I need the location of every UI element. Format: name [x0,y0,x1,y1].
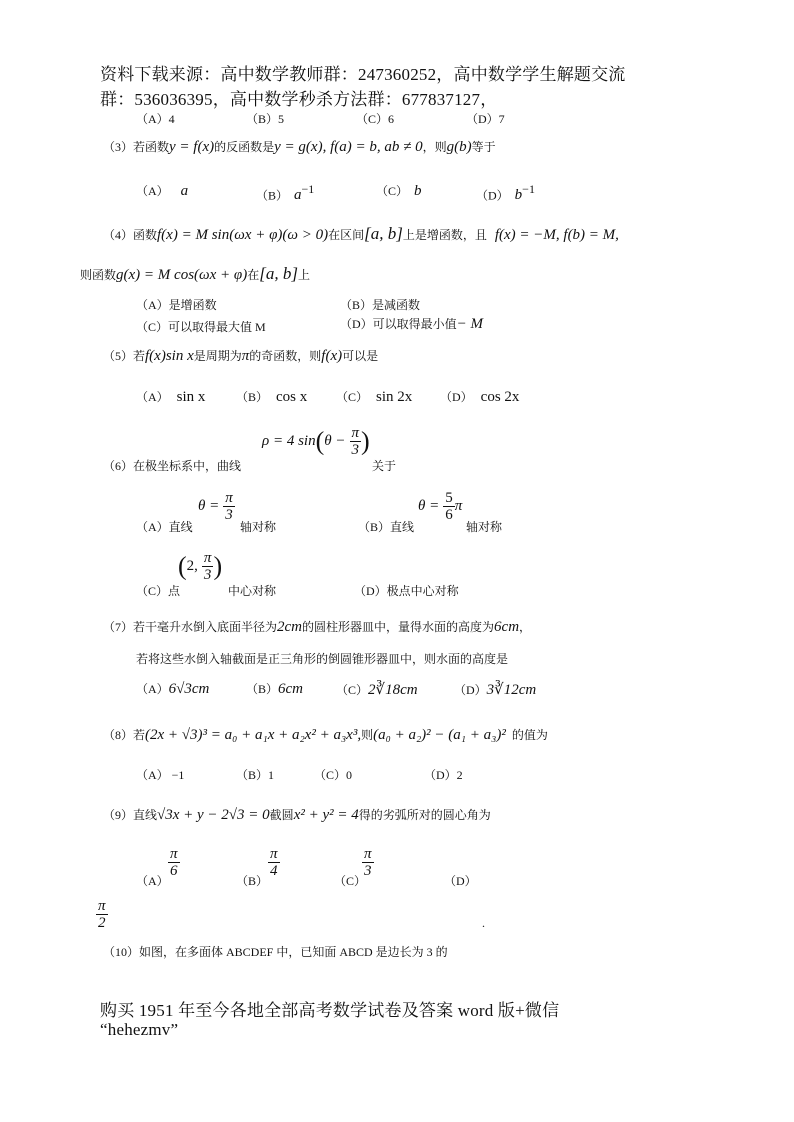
q6-option-b-five: 5 [445,490,453,506]
q2-option-c: （C）6 [356,112,395,126]
q6-option-c-center: 中心对称 [228,584,277,598]
q7-option-a-label: （A） [136,682,169,696]
q6-number: （6）在极坐标系中，曲线 [103,459,242,473]
q6-option-c-label: （C）点 [136,584,181,598]
q3-stem [103,138,496,156]
q6-option-a-axis: 轴对称 [240,520,277,534]
q9-option-c-den: 3 [364,863,372,879]
q9-option-b-pi: π [270,846,278,862]
header-line-1: 资料下载来源：高中数学教师群：247360252，高中数学学生解题交流 [100,65,626,84]
q8-text-1: 则 [361,728,374,742]
q3-option-a-label: （A） [136,184,169,198]
q4-option-d-text: （D）可以取得最小值 [340,317,457,331]
q9-option-c-label: （C） [334,874,367,888]
q5-option-c-label: （C） [336,390,369,404]
q5-stem [103,347,378,365]
q7-text-2: ， [519,620,532,634]
q6-option-a-lhs: θ = [198,498,220,515]
q8-option-a: （A） −1 [136,768,185,782]
q5-option-b-label: （B） [236,390,269,404]
q3-option-a-value: a [180,183,189,199]
q6-option-c-pi: π [203,550,212,566]
q9-option-a-den: 6 [170,863,178,879]
q6-option-b-pi: π [454,498,463,515]
q7-stem-line-1 [103,618,531,636]
q6-option-a-pi: π [225,490,233,506]
q9-option-d-den: 2 [98,915,106,931]
q4-stem-line-2 [80,264,310,284]
q9-option-a-frac [168,846,180,879]
q7-expr-1: 2cm [277,619,303,635]
q4-option-d [340,315,483,333]
q3-option-b-value: a [294,187,302,204]
q6-option-b-lhs: θ = [418,498,440,515]
q5-option-a-label: （A） [136,390,169,404]
q9-option-a-pi: π [170,846,178,862]
q9-expr-2: x² + y² = 4 [293,807,359,823]
q7-option-d-value: 3∛12cm [486,682,537,698]
q3-number: （3）若函数 [103,140,170,154]
q3-expr-1: y = f(x) [169,139,215,155]
q5-option-d-value: cos 2x [480,389,520,405]
q9-stem [103,806,491,824]
q7-option-b-label: （B） [246,682,279,696]
q7-option-c-value: 2∛18cm [368,682,418,698]
q2-option-a: （A）4 [136,112,175,126]
q3-option-d-value: b [514,187,523,204]
q2-option-d: （D）7 [466,112,505,126]
q9-option-d-pi: π [98,898,106,914]
q7-option-b-value: 6cm [278,681,304,697]
q4-text-4: 在 [247,268,260,282]
q8-text-2: 的值为 [511,728,548,742]
q2-option-b: （B）5 [246,112,285,126]
q3-text-3: 等于 [471,140,496,154]
q5-expr-3: f(x) [321,348,343,364]
q4-expr-1: f(x) = M sin(ωx + φ)(ω > 0) [157,227,329,243]
q3-text-2: ，则 [422,140,447,154]
q9-option-d-frac [96,898,108,931]
q4-expr-2: [a, b] [364,224,403,243]
q4-option-c: （C）可以取得最大值 M [136,320,266,334]
q5-option-a-value: sin x [176,389,206,405]
q3-option-c-label: （C） [376,184,409,198]
q9-number: （9）直线 [103,808,158,822]
q8-expr-1: (2x + √3)³ = a₀ + a₁x + a₂x² + a₃x³, [145,727,362,743]
q7-stem-line-2: 若将这些水倒入轴截面是正三角形的倒圆锥形器皿中，则水面的高度是 [136,652,509,666]
q8-option-d: （D）2 [424,768,463,782]
q4-text-5: 上 [297,268,310,282]
q4-option-b: （B）是减函数 [340,298,421,312]
q6-eq-three: 3 [351,442,359,458]
q6-option-c-three: 3 [203,567,212,583]
q9-option-d-label: （D） [444,874,477,888]
q9-text-2: 得的劣弧所对的圆心角为 [358,808,491,822]
q3-text-1: 的反函数是 [214,140,275,154]
q8-number: （8）若 [103,728,146,742]
q9-option-b-den: 4 [270,863,278,879]
q7-expr-2: 6cm [494,619,520,635]
q9-text-1: 截圆 [269,808,294,822]
q7-number: （7）若干毫升水倒入底面半径为 [103,620,278,634]
q5-option-b-value: cos x [276,389,308,405]
q5-expr-1: f(x)sin x [145,348,194,364]
q7-option-d-label: （D） [454,683,487,697]
q6-option-a-math [198,490,235,523]
q4-expr-5: [a, b] [259,264,298,283]
q7-text-1: 的圆柱形器皿中，量得水面的高度为 [302,620,495,634]
q4-number: （4）函数 [103,228,158,242]
q9-option-c-pi: π [364,846,372,862]
q6-option-b-axis: 轴对称 [466,520,503,534]
q6-option-a-label: （A）直线 [136,520,193,534]
q6-option-c-two: 2, [186,558,198,575]
q6-eq-pi: π [351,425,360,441]
q6-eq-theta: θ − [324,433,346,450]
q4-text-1: 在区间 [328,228,365,242]
q8-expr-2: (a₀ + a₂)² − (a₁ + a₃)² [373,727,506,743]
q5-text-2: 的奇函数，则 [249,349,322,363]
q8-option-c: （C）0 [314,768,353,782]
q3-expr-2: y = g(x), f(a) = b, ab ≠ 0 [274,139,423,155]
q9-option-a-label: （A） [136,874,169,888]
q9-dot: . [482,916,485,930]
q6-option-b-math [418,490,462,523]
q4-text-3: 则函数 [80,268,117,282]
q9-option-b-frac [268,846,280,879]
q4-stem-line-1 [103,224,619,244]
q4-text-2: 上是增函数，且 [402,228,487,242]
header-line-2: 群：536036395，高中数学秒杀方法群：677837127， [100,90,498,109]
q9-option-b-label: （B） [236,874,269,888]
q6-curve-equation: ρ = 4 sin(θ − $\frac{\pi}{3}$ ) [262,425,370,458]
q4-expr-4: g(x) = M cos(ωx + φ) [116,267,248,283]
q6-option-b-label: （B）直线 [358,520,415,534]
q7-option-a-value: 6√3cm [168,681,210,697]
q6-text-about: 关于 [372,459,397,473]
q3-option-b-label: （B） [256,188,289,203]
q3-option-d-sup: −1 [522,182,535,196]
q5-text-1: 是周期为 [193,349,242,363]
q5-text-3: 可以是 [342,349,379,363]
q10-stem: （10）如图，在多面体 ABCDEF 中，已知面 ABCD 是边长为 3 的 [103,945,448,959]
q6-option-a-three: 3 [225,507,233,523]
q9-expr-1: √3x + y − 2√3 = 0 [157,807,270,823]
q8-option-b: （B）1 [236,768,275,782]
q9-option-c-frac [362,846,374,879]
q3-option-d-label: （D） [476,188,509,203]
footer-line-1: 购买 1951 年至今各地全部高考数学试卷及答案 word 版+微信 [100,1001,560,1020]
q5-option-d-label: （D） [440,390,473,404]
q6-eq-left: ρ = 4 sin [262,433,316,450]
q3-expr-3: g(b) [446,139,472,155]
footer-line-2: “hehezmv” [100,1020,179,1039]
q3-option-b-sup: −1 [301,182,315,196]
q6-option-d: （D）极点中心对称 [354,584,459,598]
q6-option-b-six: 6 [445,507,453,523]
q5-number: （5）若 [103,349,146,363]
q3-option-c-value: b [414,183,422,199]
q4-option-a: （A）是增函数 [136,298,217,312]
q6-option-c-math: (2, $\frac{\pi}{3}$ ) [178,550,223,583]
q5-option-c-value: sin 2x [376,389,413,405]
q4-option-d-math: − M [456,316,484,332]
q7-option-c-label: （C） [336,683,369,697]
q4-expr-3: f(x) = −M, f(b) = M, [494,227,619,243]
q5-expr-2: π [241,348,250,364]
q8-stem [103,726,548,744]
